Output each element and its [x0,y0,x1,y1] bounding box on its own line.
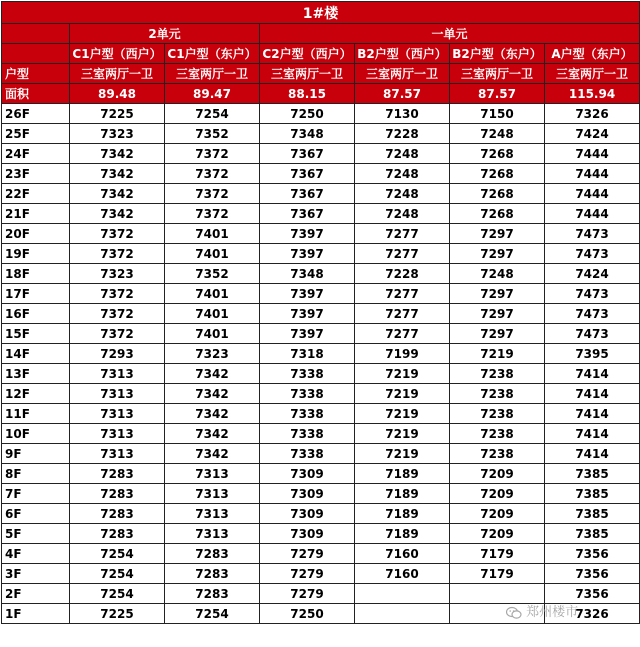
floor-label: 26F [2,104,70,124]
price-cell: 7342 [165,444,260,464]
price-cell: 7309 [260,504,355,524]
floor-label: 15F [2,324,70,344]
price-cell [355,584,450,604]
floor-label: 16F [2,304,70,324]
floor-label: 23F [2,164,70,184]
price-cell: 7318 [260,344,355,364]
price-cell: 7342 [165,364,260,384]
price-cell: 7309 [260,524,355,544]
type-cell: A户型（东户） [545,44,640,64]
price-cell: 7385 [545,504,640,524]
price-cell: 7385 [545,524,640,544]
area-cell: 88.15 [260,84,355,104]
price-cell: 7179 [450,564,545,584]
table-row [2,164,640,184]
type-cell: C1户型（东户） [165,44,260,64]
price-cell: 7372 [165,164,260,184]
floor-label: 20F [2,224,70,244]
price-cell: 7248 [355,164,450,184]
price-cell: 7130 [355,104,450,124]
price-cell: 7397 [260,284,355,304]
unit-2-header: 2单元 [70,24,260,44]
table-row [2,264,640,284]
table-row [2,564,640,584]
price-cell: 7254 [165,604,260,624]
layout-row [2,64,640,84]
price-cell: 7424 [545,264,640,284]
area-cell: 87.57 [450,84,545,104]
price-cell: 7283 [70,484,165,504]
price-cell: 7238 [450,444,545,464]
floor-label: 12F [2,384,70,404]
price-cell: 7254 [70,544,165,564]
price-cell: 7225 [70,604,165,624]
watermark-text: 郑州楼市 [526,605,579,620]
price-cell: 7268 [450,204,545,224]
price-cell: 7238 [450,384,545,404]
price-cell: 7277 [355,244,450,264]
wechat-icon [506,606,522,620]
price-cell: 7424 [545,124,640,144]
price-cell: 7397 [260,324,355,344]
price-cell: 7342 [70,144,165,164]
area-row [2,84,640,104]
price-cell: 7372 [70,244,165,264]
price-cell: 7352 [165,124,260,144]
table-row [2,384,640,404]
floor-label: 17F [2,284,70,304]
price-cell: 7313 [70,444,165,464]
price-cell: 7326 [545,104,640,124]
price-cell: 7297 [450,324,545,344]
price-cell: 7250 [260,604,355,624]
price-cell: 7342 [70,184,165,204]
price-cell: 7254 [165,104,260,124]
price-cell: 7219 [355,384,450,404]
layout-cell: 三室两厅一卫 [260,64,355,84]
price-cell: 7342 [165,384,260,404]
price-cell: 7189 [355,464,450,484]
price-cell: 7323 [70,124,165,144]
watermark [506,601,578,620]
price-cell: 7283 [165,584,260,604]
price-cell: 7338 [260,444,355,464]
price-cell: 7248 [450,124,545,144]
table-row [2,104,640,124]
price-cell: 7313 [165,524,260,544]
price-cell: 7473 [545,244,640,264]
price-cell: 7189 [355,524,450,544]
price-cell: 7323 [70,264,165,284]
price-cell: 7209 [450,484,545,504]
price-cell: 7342 [165,424,260,444]
price-cell: 7277 [355,284,450,304]
price-cell: 7356 [545,544,640,564]
price-cell: 7160 [355,564,450,584]
price-cell: 7313 [165,504,260,524]
price-cell: 7283 [70,524,165,544]
table-row [2,544,640,564]
price-cell: 7219 [355,444,450,464]
price-cell: 7444 [545,204,640,224]
price-cell: 7297 [450,224,545,244]
floor-label: 5F [2,524,70,544]
price-cell: 7395 [545,344,640,364]
type-cell: B2户型（西户） [355,44,450,64]
table-row [2,504,640,524]
layout-cell: 三室两厅一卫 [355,64,450,84]
price-cell: 7268 [450,184,545,204]
blank-label-cell [2,44,70,64]
title-row [2,2,640,24]
area-cell: 89.48 [70,84,165,104]
price-cell: 7372 [70,224,165,244]
price-cell: 7248 [355,204,450,224]
floor-label: 18F [2,264,70,284]
price-cell: 7309 [260,464,355,484]
price-cell: 7228 [355,264,450,284]
price-cell: 7277 [355,304,450,324]
floor-label: 8F [2,464,70,484]
area-cell: 87.57 [355,84,450,104]
floor-label: 2F [2,584,70,604]
price-cell: 7268 [450,144,545,164]
floor-label: 22F [2,184,70,204]
price-cell: 7219 [450,344,545,364]
table-row [2,204,640,224]
table-row [2,324,640,344]
table-row [2,284,640,304]
price-cell: 7313 [165,484,260,504]
price-cell: 7401 [165,304,260,324]
price-cell: 7297 [450,244,545,264]
price-cell: 7367 [260,164,355,184]
price-cell: 7414 [545,364,640,384]
building-title: 1#楼 [2,2,640,24]
price-cell: 7225 [70,104,165,124]
layout-row-label: 户型 [2,64,70,84]
price-cell: 7248 [355,144,450,164]
floor-label: 21F [2,204,70,224]
price-cell: 7277 [355,224,450,244]
price-cell: 7342 [165,404,260,424]
layout-cell: 三室两厅一卫 [70,64,165,84]
price-cell: 7228 [355,124,450,144]
floor-label: 25F [2,124,70,144]
price-cell: 7209 [450,504,545,524]
area-row-label: 面积 [2,84,70,104]
price-cell: 7283 [165,544,260,564]
floor-label: 4F [2,544,70,564]
price-cell: 7309 [260,484,355,504]
price-cell: 7356 [545,564,640,584]
price-cell: 7277 [355,324,450,344]
table-row [2,144,640,164]
price-cell: 7414 [545,404,640,424]
price-cell: 7444 [545,184,640,204]
table-row [2,464,640,484]
price-cell: 7401 [165,324,260,344]
price-cell: 7313 [165,464,260,484]
price-cell: 7367 [260,144,355,164]
price-cell: 7326 [545,604,640,624]
price-cell: 7219 [355,404,450,424]
price-cell: 7385 [545,484,640,504]
price-cell: 7248 [450,264,545,284]
price-cell: 7189 [355,504,450,524]
table-row [2,184,640,204]
table-row [2,424,640,444]
price-cell: 7209 [450,524,545,544]
price-cell [355,604,450,624]
price-cell: 7219 [355,364,450,384]
price-cell: 7297 [450,284,545,304]
price-cell: 7323 [165,344,260,364]
floor-label: 11F [2,404,70,424]
price-cell: 7356 [545,584,640,604]
price-cell: 7385 [545,464,640,484]
price-cell: 7250 [260,104,355,124]
price-cell: 7313 [70,384,165,404]
price-cell: 7401 [165,244,260,264]
area-cell: 115.94 [545,84,640,104]
floor-label: 1F [2,604,70,624]
price-cell: 7219 [355,424,450,444]
price-cell: 7414 [545,384,640,404]
price-cell: 7414 [545,444,640,464]
price-cell: 7283 [70,504,165,524]
price-cell: 7367 [260,204,355,224]
price-cell: 7238 [450,424,545,444]
price-cell: 7179 [450,544,545,564]
floor-label: 19F [2,244,70,264]
price-cell: 7248 [355,184,450,204]
price-cell: 7279 [260,564,355,584]
corner-cell [2,24,70,44]
unit-row [2,24,640,44]
price-table [1,1,640,624]
area-cell: 89.47 [165,84,260,104]
type-row [2,44,640,64]
table-row [2,224,640,244]
price-cell: 7372 [70,304,165,324]
price-cell: 7209 [450,464,545,484]
price-cell: 7338 [260,384,355,404]
table-row [2,304,640,324]
price-cell: 7401 [165,284,260,304]
price-cell: 7348 [260,264,355,284]
table-row [2,364,640,384]
type-cell: C1户型（西户） [70,44,165,64]
price-cell: 7160 [355,544,450,564]
price-cell: 7297 [450,304,545,324]
floor-label: 14F [2,344,70,364]
price-cell: 7367 [260,184,355,204]
price-cell: 7401 [165,224,260,244]
price-cell: 7342 [70,204,165,224]
price-cell: 7338 [260,364,355,384]
price-cell: 7372 [70,284,165,304]
layout-cell: 三室两厅一卫 [545,64,640,84]
price-cell: 7342 [70,164,165,184]
price-cell: 7338 [260,404,355,424]
floor-label: 13F [2,364,70,384]
table-row [2,484,640,504]
table-row [2,124,640,144]
price-cell: 7372 [70,324,165,344]
floor-label: 9F [2,444,70,464]
layout-cell: 三室两厅一卫 [165,64,260,84]
floor-label: 24F [2,144,70,164]
price-cell: 7283 [165,564,260,584]
price-cell: 7313 [70,404,165,424]
price-cell: 7473 [545,224,640,244]
floor-label: 3F [2,564,70,584]
price-cell: 7372 [165,144,260,164]
table-row [2,344,640,364]
price-cell: 7254 [70,564,165,584]
price-cell: 7150 [450,104,545,124]
layout-cell: 三室两厅一卫 [450,64,545,84]
price-cell: 7473 [545,304,640,324]
price-cell: 7293 [70,344,165,364]
type-cell: C2户型（西户） [260,44,355,64]
floor-label: 7F [2,484,70,504]
price-cell: 7372 [165,184,260,204]
price-cell: 7238 [450,404,545,424]
price-cell: 7279 [260,584,355,604]
price-cell: 7283 [70,464,165,484]
price-cell: 7473 [545,284,640,304]
price-cell: 7414 [545,424,640,444]
unit-1-header: 一单元 [260,24,640,44]
price-cell: 7397 [260,244,355,264]
price-cell: 7268 [450,164,545,184]
price-cell: 7352 [165,264,260,284]
price-cell: 7444 [545,164,640,184]
price-cell: 7473 [545,324,640,344]
price-cell: 7444 [545,144,640,164]
price-cell: 7338 [260,424,355,444]
price-cell: 7313 [70,364,165,384]
price-cell: 7348 [260,124,355,144]
type-cell: B2户型（东户） [450,44,545,64]
price-cell: 7254 [70,584,165,604]
table-row [2,524,640,544]
floor-label: 6F [2,504,70,524]
price-cell: 7397 [260,304,355,324]
table-row [2,444,640,464]
table-row [2,244,640,264]
floor-label: 10F [2,424,70,444]
price-cell: 7372 [165,204,260,224]
price-cell: 7313 [70,424,165,444]
price-cell: 7189 [355,484,450,504]
price-cell: 7279 [260,544,355,564]
price-cell: 7238 [450,364,545,384]
table-row [2,404,640,424]
price-cell: 7199 [355,344,450,364]
price-cell: 7397 [260,224,355,244]
